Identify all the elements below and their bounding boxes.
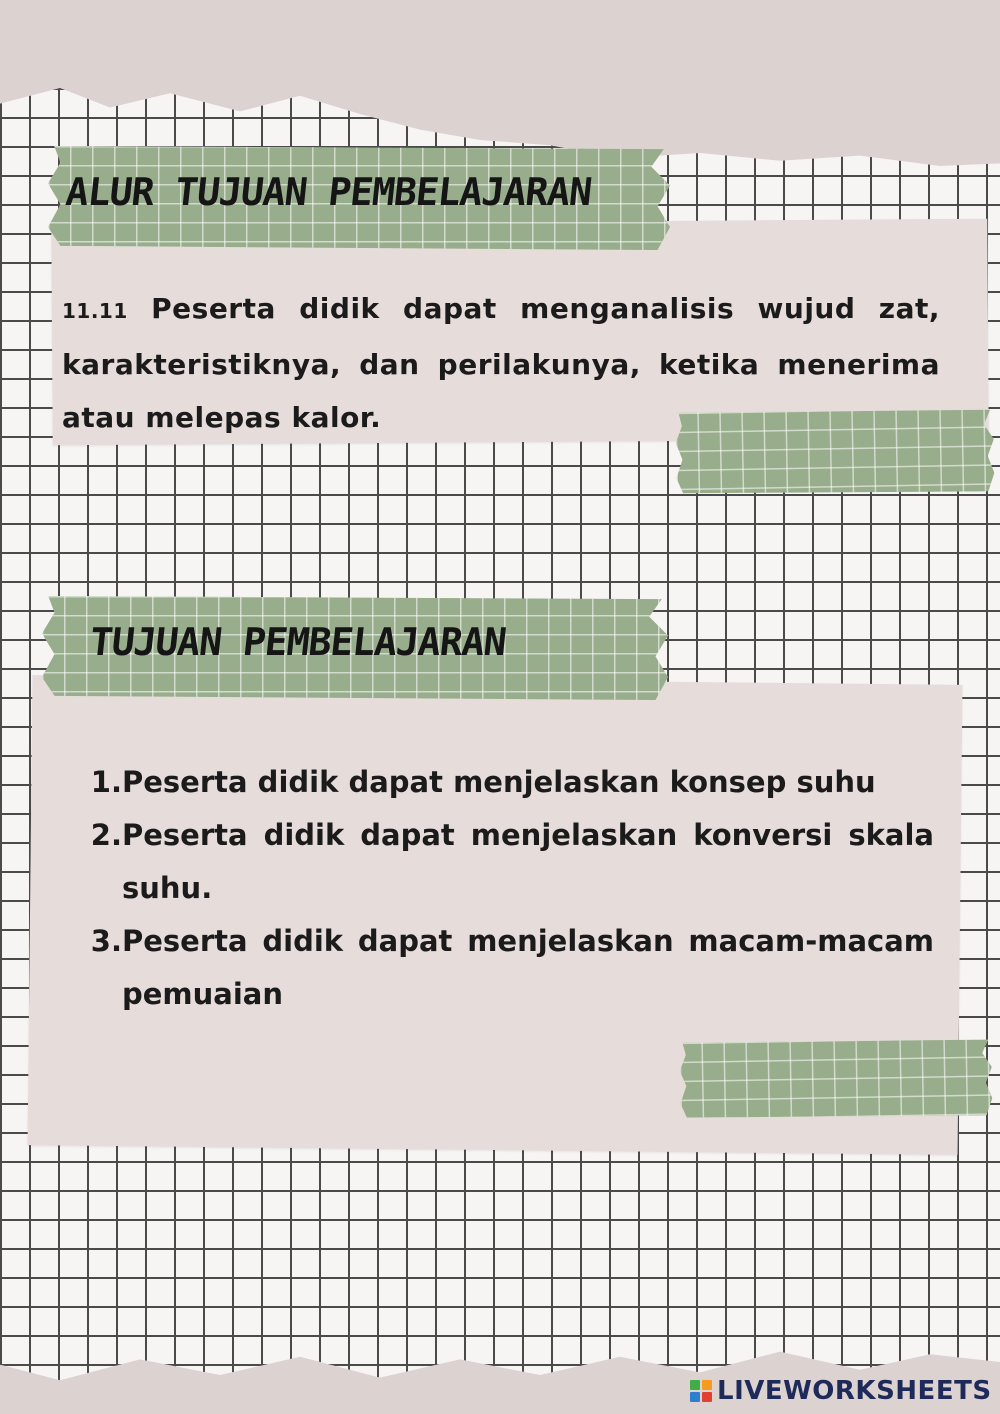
list-item-text: Peserta didik dapat menjelaskan macam-macam pemuaian [122, 924, 934, 1011]
icon-square [702, 1380, 712, 1390]
brand-name: LIVEWORKSHEETS [717, 1376, 992, 1406]
list-marker: 3. [90, 924, 122, 958]
list-marker: 2. [90, 818, 122, 852]
icon-square [690, 1380, 700, 1390]
decorative-tape [679, 1037, 992, 1120]
icon-square [702, 1392, 712, 1402]
liveworksheets-icon [690, 1380, 712, 1402]
list-item [76, 915, 934, 1021]
objectives-list [76, 756, 934, 1021]
atp-description: Peserta didik dapat menganalisis wujud zat, karakteristiknya, dan perilakunya, ketika menerima atau melepas kalor. [62, 292, 940, 434]
liveworksheets-logo [690, 1373, 992, 1409]
atp-code: 11.11 [62, 299, 128, 323]
list-item-text: Peserta didik dapat menjelaskan konversi skala suhu. [122, 818, 934, 905]
decorative-tape [675, 407, 994, 497]
section-title-atp: ALUR TUJUAN PEMBELAJARAN [63, 170, 594, 214]
list-item [76, 809, 934, 915]
list-item-text: Peserta didik dapat menjelaskan konsep suhu [122, 765, 876, 799]
list-item [76, 756, 934, 809]
icon-square [690, 1392, 700, 1402]
section-title-tp: TUJUAN PEMBELAJARAN [87, 620, 508, 664]
list-marker: 1. [90, 765, 122, 799]
